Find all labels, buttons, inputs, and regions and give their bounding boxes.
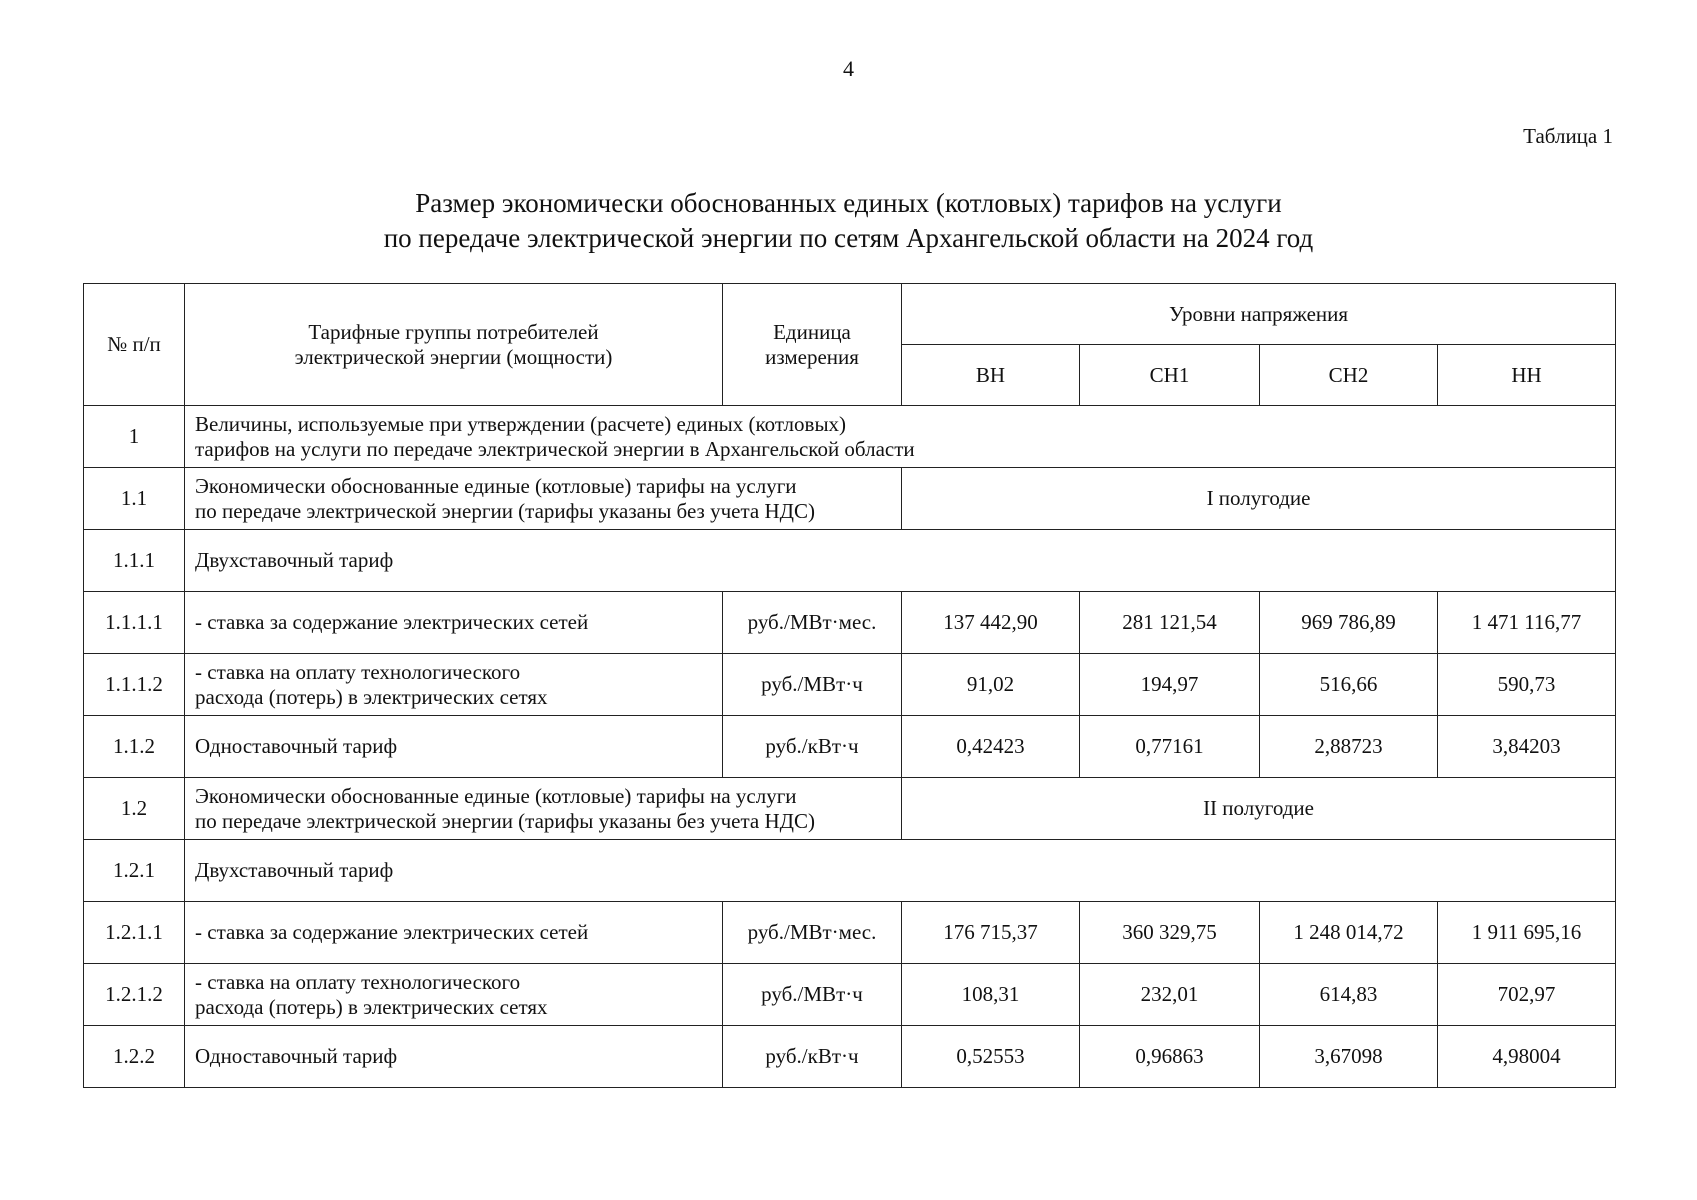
- row-value-sn1: 0,96863: [1080, 1026, 1260, 1088]
- row-value-nn: 590,73: [1438, 654, 1616, 716]
- header-row-1: [84, 284, 1616, 345]
- header-group-line-1: Тарифные группы потребителей: [308, 319, 599, 344]
- table-row: [84, 1026, 1616, 1088]
- row-value-sn2: 1 248 014,72: [1260, 902, 1438, 964]
- row-label-line-1: - ставка на оплату технологического: [195, 969, 521, 994]
- row-label: [185, 468, 902, 530]
- row-value-nn: 4,98004: [1438, 1026, 1616, 1088]
- header-unit-line-2: измерения: [765, 344, 859, 369]
- row-period: I полугодие: [902, 468, 1616, 530]
- table-row: [84, 840, 1616, 902]
- row-unit: руб./МВт·ч: [723, 964, 902, 1026]
- header-nn: НН: [1438, 345, 1616, 406]
- row-period: II полугодие: [902, 778, 1616, 840]
- header-unit: [723, 284, 902, 406]
- row-num: 1.1.1: [84, 530, 185, 592]
- row-label: [185, 964, 723, 1026]
- row-label-line-1: Экономически обоснованные единые (котловые) тарифы на услуги: [195, 783, 797, 808]
- table-row: [84, 964, 1616, 1026]
- header-unit-line-1: Единица: [773, 319, 851, 344]
- row-label: [185, 778, 902, 840]
- row-label: [185, 406, 1616, 468]
- header-group-line-2: электрической энергии (мощности): [294, 344, 613, 369]
- row-label: Одноставочный тариф: [185, 1026, 723, 1088]
- row-label: - ставка за содержание электрических сетей: [185, 592, 723, 654]
- row-label-line-2: по передаче электрической энергии (тарифы указаны без учета НДС): [195, 808, 815, 833]
- row-num: 1.2.1: [84, 840, 185, 902]
- row-label: - ставка за содержание электрических сетей: [185, 902, 723, 964]
- row-num: 1.1.1.2: [84, 654, 185, 716]
- row-value-vn: 91,02: [902, 654, 1080, 716]
- row-value-vn: 0,52553: [902, 1026, 1080, 1088]
- row-num: 1.1: [84, 468, 185, 530]
- table-row: [84, 716, 1616, 778]
- row-label-line-1: - ставка на оплату технологического: [195, 659, 521, 684]
- table-label: Таблица 1: [1523, 124, 1613, 148]
- row-value-vn: 137 442,90: [902, 592, 1080, 654]
- row-value-sn2: 614,83: [1260, 964, 1438, 1026]
- row-unit: руб./МВт·мес.: [723, 902, 902, 964]
- row-value-nn: 3,84203: [1438, 716, 1616, 778]
- header-group: [185, 284, 723, 406]
- page-number: 4: [843, 56, 854, 81]
- row-label: Двухставочный тариф: [185, 530, 1616, 592]
- row-label-line-1: Величины, используемые при утверждении (расчете) единых (котловых): [195, 411, 847, 436]
- table-row: [84, 592, 1616, 654]
- row-value-sn1: 194,97: [1080, 654, 1260, 716]
- header-levels: Уровни напряжения: [902, 284, 1616, 345]
- header-num: № п/п: [84, 284, 185, 406]
- row-value-nn: 1 911 695,16: [1438, 902, 1616, 964]
- row-value-nn: 1 471 116,77: [1438, 592, 1616, 654]
- row-unit: руб./кВт·ч: [723, 716, 902, 778]
- row-unit: руб./МВт·мес.: [723, 592, 902, 654]
- row-label-line-1: Экономически обоснованные единые (котловые) тарифы на услуги: [195, 473, 797, 498]
- row-value-sn1: 0,77161: [1080, 716, 1260, 778]
- row-num: 1.2: [84, 778, 185, 840]
- row-value-sn1: 232,01: [1080, 964, 1260, 1026]
- row-num: 1.2.1.1: [84, 902, 185, 964]
- row-value-vn: 108,31: [902, 964, 1080, 1026]
- row-label-line-2: по передаче электрической энергии (тарифы указаны без учета НДС): [195, 498, 815, 523]
- row-num: 1.1.2: [84, 716, 185, 778]
- header-sn1: СН1: [1080, 345, 1260, 406]
- row-label: [185, 654, 723, 716]
- document-title: [0, 186, 1697, 256]
- row-num: 1.1.1.1: [84, 592, 185, 654]
- table-row: [84, 468, 1616, 530]
- row-label: Одноставочный тариф: [185, 716, 723, 778]
- row-unit: руб./кВт·ч: [723, 1026, 902, 1088]
- row-label-line-2: расхода (потерь) в электрических сетях: [195, 684, 548, 709]
- table-row: [84, 406, 1616, 468]
- row-num: 1.2.1.2: [84, 964, 185, 1026]
- title-line-2: по передаче электрической энергии по сетям Архангельской области на 2024 год: [383, 223, 1314, 253]
- row-value-nn: 702,97: [1438, 964, 1616, 1026]
- header-vn: ВН: [902, 345, 1080, 406]
- table-row: [84, 654, 1616, 716]
- row-label-line-2: тарифов на услуги по передаче электрической энергии в Архангельской области: [195, 436, 915, 461]
- row-value-sn2: 969 786,89: [1260, 592, 1438, 654]
- row-value-sn2: 2,88723: [1260, 716, 1438, 778]
- row-unit: руб./МВт·ч: [723, 654, 902, 716]
- row-num: 1.2.2: [84, 1026, 185, 1088]
- row-value-sn1: 281 121,54: [1080, 592, 1260, 654]
- row-value-vn: 0,42423: [902, 716, 1080, 778]
- table-row: [84, 902, 1616, 964]
- row-value-vn: 176 715,37: [902, 902, 1080, 964]
- row-value-sn1: 360 329,75: [1080, 902, 1260, 964]
- table-row: [84, 778, 1616, 840]
- row-value-sn2: 516,66: [1260, 654, 1438, 716]
- row-label-line-2: расхода (потерь) в электрических сетях: [195, 994, 548, 1019]
- row-value-sn2: 3,67098: [1260, 1026, 1438, 1088]
- row-num: 1: [84, 406, 185, 468]
- table-row: [84, 530, 1616, 592]
- header-sn2: СН2: [1260, 345, 1438, 406]
- tariff-table: [83, 283, 1616, 1088]
- row-label: Двухставочный тариф: [185, 840, 1616, 902]
- title-line-1: Размер экономически обоснованных единых (котловых) тарифов на услуги: [415, 188, 1282, 218]
